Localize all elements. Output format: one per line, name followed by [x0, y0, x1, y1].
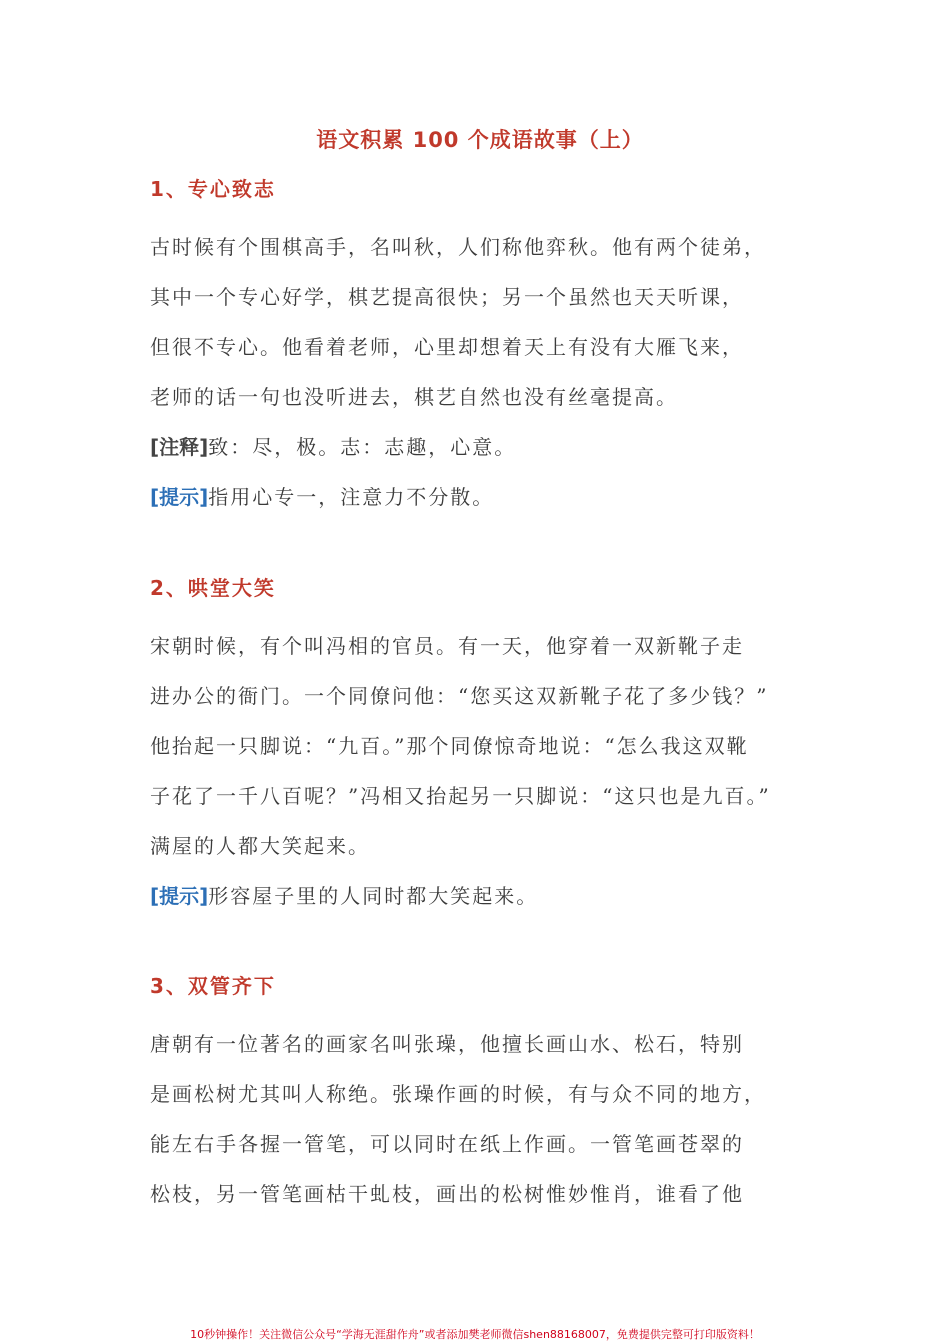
story-line: 子花了一千八百呢？”冯相又抬起另一只脚说：“这只也是九百。” [150, 784, 771, 808]
section-heading: 2、哄堂大笑 [150, 576, 276, 600]
footer-notice: 10秒钟操作！关注微信公众号“学海无涯甜作舟”或者添加樊老师微信shen88168007，免费提供完整可打印版资料！ [190, 1328, 760, 1341]
hint-label: [提示] [150, 884, 209, 908]
story-line: 进办公的衙门。一个同僚问他：“您买这双新靴子花了多少钱？” [150, 684, 769, 708]
story-line: 老师的话一句也没听进去，棋艺自然也没有丝毫提高。 [150, 385, 678, 409]
idiom-section-2 [150, 571, 810, 921]
hint-line [150, 871, 810, 921]
note-text: 致：尽，极。志：志趣，心意。 [208, 435, 517, 459]
story-line: 他抬起一只脚说：“九百。”那个同僚惊奇地说：“怎么我这双靴 [150, 734, 749, 758]
story-line: 其中一个专心好学，棋艺提高很快；另一个虽然也天天听课， [150, 285, 744, 309]
story-line: 是画松树尤其叫人称绝。张璪作画的时候，有与众不同的地方， [150, 1082, 766, 1106]
document-title: 语文积累 100 个成语故事（上） [316, 128, 644, 152]
idiom-section-1 [150, 172, 810, 522]
section-heading: 1、专心致志 [150, 177, 276, 201]
hint-text: 指用心专一，注意力不分散。 [208, 485, 495, 509]
story-line: 唐朝有一位著名的画家名叫张璪，他擅长画山水、松石，特别 [150, 1032, 744, 1056]
hint-label: [提示] [150, 485, 209, 509]
story-line: 松枝，另一管笔画枯干虬枝，画出的松树惟妙惟肖，谁看了他 [150, 1182, 744, 1206]
note-label: [注释] [150, 435, 209, 459]
section-heading: 3、双管齐下 [150, 974, 276, 998]
hint-text: 形容屋子里的人同时都大笑起来。 [208, 884, 539, 908]
note-line [150, 422, 810, 472]
idiom-section-3 [150, 969, 810, 1219]
story-line: 宋朝时候，有个叫冯相的官员。有一天，他穿着一双新靴子走 [150, 634, 744, 658]
story-line: 古时候有个围棋高手，名叫秋，人们称他弈秋。他有两个徒弟， [150, 235, 766, 259]
hint-line [150, 472, 810, 522]
story-line: 但很不专心。他看着老师，心里却想着天上有没有大雁飞来， [150, 335, 744, 359]
story-line: 满屋的人都大笑起来。 [150, 834, 370, 858]
story-line: 能左右手各握一管笔，可以同时在纸上作画。一管笔画苍翠的 [150, 1132, 744, 1156]
